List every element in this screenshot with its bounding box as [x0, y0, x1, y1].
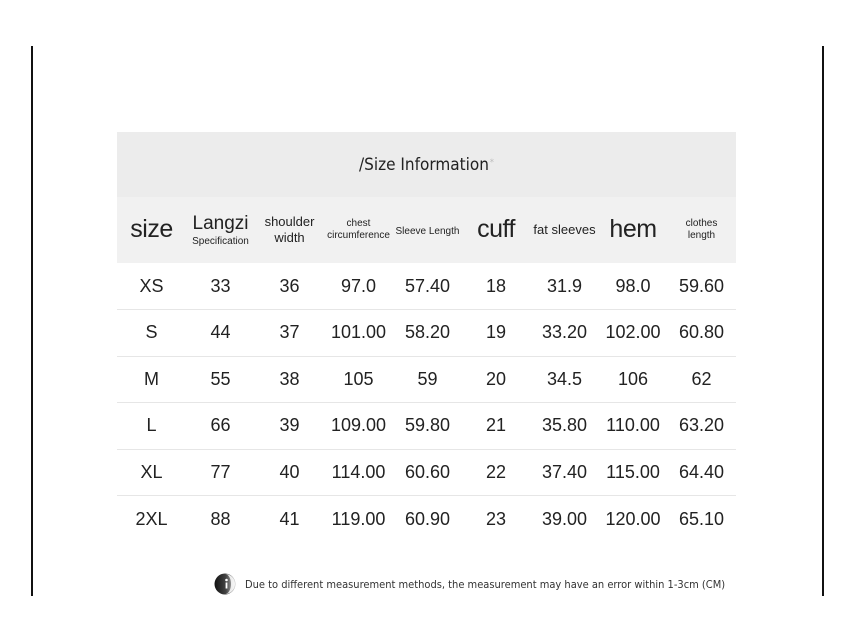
table-cell: 41 [279, 508, 300, 529]
table-row [117, 403, 736, 450]
table-row [117, 449, 736, 496]
table-cell: 110.00 [606, 415, 660, 436]
table-cell: 57.40 [404, 275, 451, 296]
header-hem: hem [609, 215, 657, 244]
table-cell: 59.60 [678, 275, 725, 296]
table-cell: 33.20 [541, 322, 588, 343]
table-cell: 101.00 [330, 322, 387, 343]
measurement-note [214, 572, 725, 596]
title-watermark: * [489, 158, 494, 168]
table-cell: 105 [343, 368, 374, 389]
table-cell: 34.5 [546, 368, 583, 389]
left-border-line [31, 46, 33, 596]
table-cell: 36 [279, 275, 300, 296]
size-table [117, 197, 736, 542]
header-sleeve-length: Sleeve Length [395, 226, 460, 237]
table-cell: 58.20 [404, 322, 451, 343]
table-cell: 109.00 [330, 415, 387, 436]
table-cell: 37 [279, 322, 300, 343]
table-cell: 39 [279, 415, 300, 436]
header-shoulder-width: shoulder width [264, 213, 315, 245]
size-chart-title-band [117, 132, 736, 197]
table-cell: 55 [210, 368, 231, 389]
header-chest-circumference: chest circumference [327, 217, 390, 241]
table-cell: S [145, 322, 158, 343]
table-cell: 59.80 [404, 415, 451, 436]
table-header-row [117, 197, 736, 263]
table-row [117, 310, 736, 357]
table-cell: 115.00 [606, 461, 660, 482]
table-cell: 114.00 [331, 461, 386, 482]
table-cell: 33 [210, 275, 231, 296]
table-cell: XL [140, 461, 163, 482]
table-cell: 63.20 [678, 415, 725, 436]
right-border-line [822, 46, 824, 596]
measurement-note-text: Due to different measurement methods, the measurement may have an error within 1-3cm (CM) [245, 577, 726, 591]
table-cell: 40 [279, 461, 300, 482]
header-cuff: cuff [477, 215, 515, 244]
table-cell: 97.0 [340, 275, 377, 296]
table-cell: XS [139, 275, 164, 296]
table-cell: L [146, 415, 157, 436]
table-cell: 59 [417, 368, 438, 389]
table-cell: 19 [485, 322, 507, 343]
table-cell: 38 [279, 368, 300, 389]
table-cell: 2XL [135, 508, 168, 529]
table-cell: 119.00 [331, 508, 386, 529]
table-cell: 44 [210, 322, 231, 343]
size-chart [117, 132, 736, 542]
header-fat-sleeves: fat sleeves [533, 222, 596, 237]
table-cell: 120.00 [605, 508, 661, 529]
table-row [117, 356, 736, 403]
table-cell: M [144, 368, 159, 389]
table-cell: 102.00 [605, 322, 661, 343]
table-cell: 37.40 [541, 461, 588, 482]
table-cell: 98.0 [615, 275, 651, 296]
table-cell: 88 [210, 508, 231, 529]
table-cell: 64.40 [678, 461, 725, 482]
table-row [117, 263, 736, 310]
table-cell: 60.60 [404, 461, 451, 482]
table-cell: 66 [210, 415, 231, 436]
table-cell: 60.90 [404, 508, 451, 529]
table-cell: 20 [485, 368, 507, 389]
table-cell: 22 [485, 461, 507, 482]
header-clothes-length: clothes length [685, 217, 718, 241]
table-cell: 60.80 [678, 322, 725, 343]
table-cell: 106 [617, 368, 649, 389]
header-size: size [130, 215, 173, 244]
header-langzi-specification: Langzi Specification [192, 212, 249, 247]
table-cell: 31.9 [546, 275, 583, 296]
table-cell: 62 [691, 368, 712, 389]
table-cell: 23 [485, 508, 507, 529]
info-circle-icon [214, 572, 238, 596]
table-cell: 35.80 [541, 415, 588, 436]
table-row [117, 496, 736, 543]
table-cell: 65.10 [678, 508, 725, 529]
table-cell: 39.00 [541, 508, 588, 529]
table-cell: 77 [210, 461, 231, 482]
table-cell: 21 [485, 415, 507, 436]
table-cell: 18 [485, 275, 507, 296]
size-chart-title: /Size Information [359, 154, 489, 175]
